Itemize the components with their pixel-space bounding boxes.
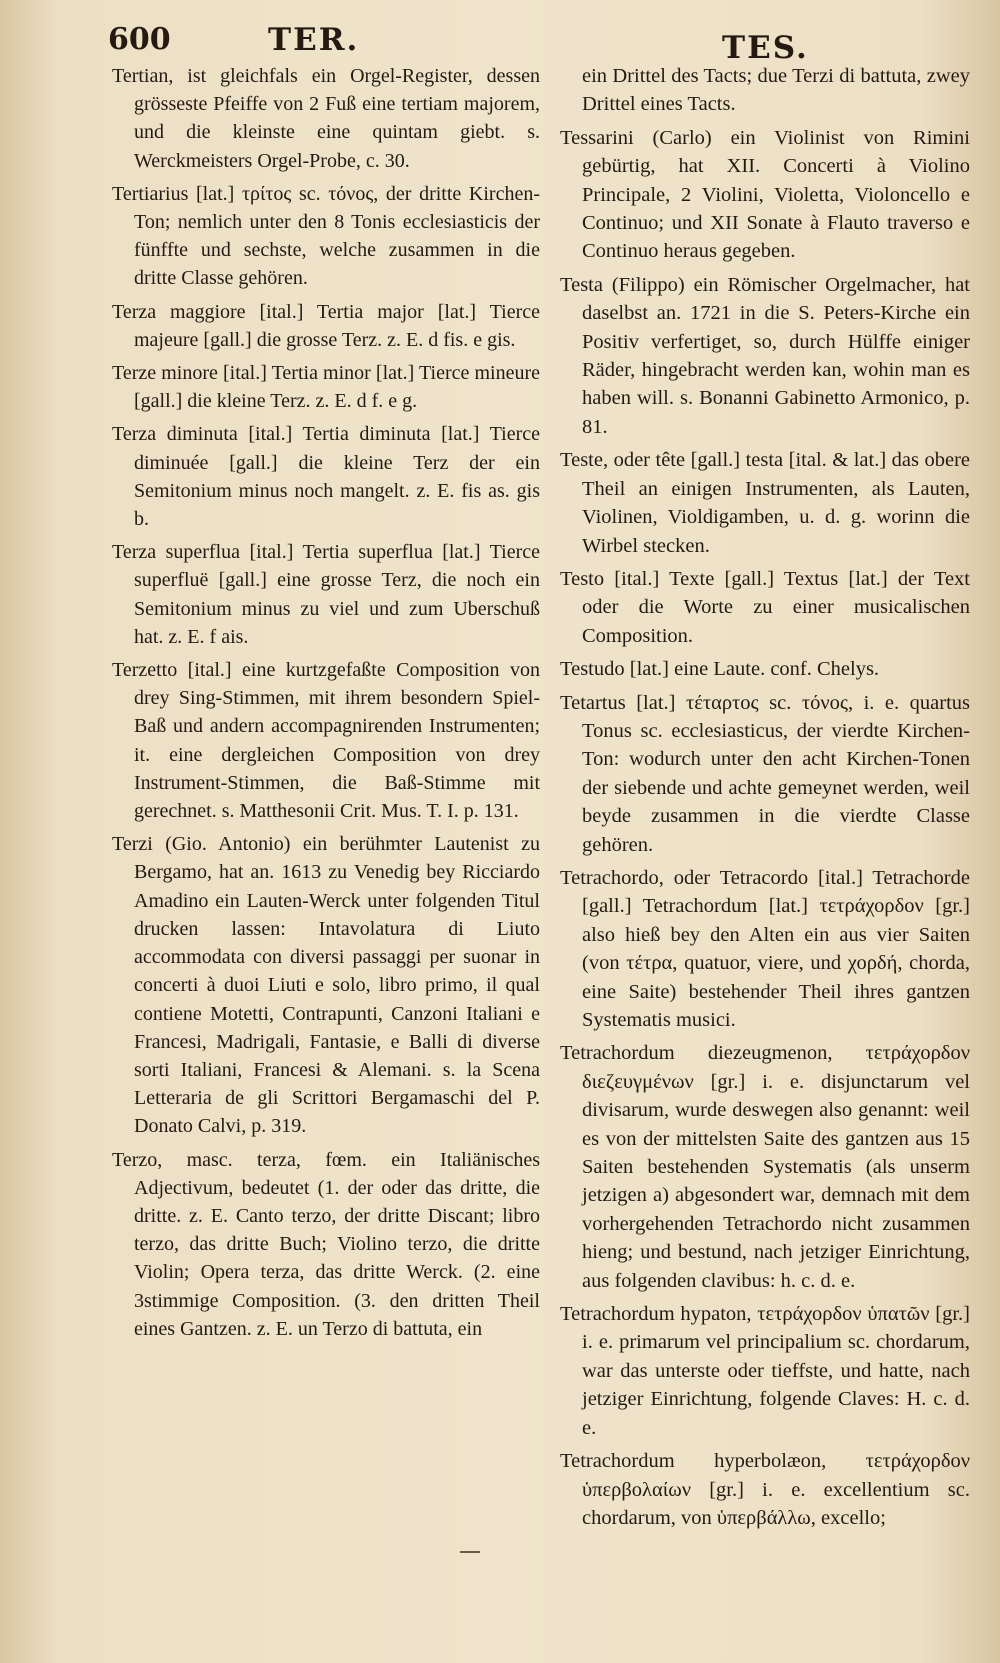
left-running-head: TER. (268, 22, 360, 58)
left-column (112, 62, 540, 1348)
entry-terza-diminuta: Terza diminuta [ital.] Tertia diminuta [lat.] Tierce diminuée [gall.] die kleine Terz der ein Semitonium minus noch mangelt. z. E. fis as. gis b. (112, 423, 540, 531)
entry-testudo: Testudo [lat.] eine Laute. conf. Chelys. (560, 658, 880, 681)
entry-terza-superflua: Terza superflua [ital.] Tertia superflua [lat.] Tierce superfluë [gall.] eine grosse Terz, die noch ein Semitonium minus zu viel und zum Uberschuß hat. z. E. f ais. (112, 541, 540, 648)
entry-terze-minore: Terze minore [ital.] Tertia minor [lat.] Tierce mineure [gall.] die kleine Terz. z. E. d f. e g. (112, 362, 540, 413)
entry-teste: Teste, oder tête [gall.] testa [ital. & lat.] das obere Theil an einigen Instrumenten, als Lauten, Violinen, Violdigamben, u. d. g. worinn die Wirbel stecken. (560, 449, 970, 557)
entry-tetrachordum-diezeugmenon: Tetrachordum diezeugmenon, τετράχορδον διεζευγμένων [gr.] i. e. disjunctarum vel divisarum, wurde deswegen also genannt: weil es von der mittelsten Saite des gantzen aus 15 Saiten bestehenden Systematis (als unserm jetzigen a) abgesondert war, demnach mit dem vorhergehenden Tetrachordo nicht zusammen hieng; und bestund, nach jetziger Einrichtung, aus folgenden clavibus: h. c. d. e. (560, 1042, 970, 1292)
right-running-head: TES. (722, 30, 809, 66)
entry-tetartus: Tetartus [lat.] τέταρτος sc. τόνος, i. e. quartus Tonus sc. ecclesiasticus, der vierdte Kirchen-Ton: wodurch unter den acht Kirchen-Tonen der siebende und achte gemeynet werden, weil beyde zusammen in die vierdte Classe gehören. (560, 691, 970, 856)
entry-testa: Testa (Filippo) ein Römischer Orgelmacher, hat daselbst an. 1721 in die S. Peters-Kirche ein Positiv verfertiget, so, durch Hülffe einiger Räder, hingebracht werden kan, wohin man es haben will. s. Bonanni Gabinetto Armonico, p. 81. (560, 273, 970, 438)
entry-terzi: Terzi (Gio. Antonio) ein berühmter Lautenist zu Bergamo, hat an. 1613 zu Venedig bey Ricciardo Amadino ein Lauten-Werck unter folgenden Titul drucken lassen: Intavolatura di Liuto accommodata con diversi passaggi per suonar in concerti à duoi Liuti e solo, libro primo, il qual contiene Motetti, Contrapunti, Canzoni Italiani e Francesi, Madrigali, Fantasie, e Balli di diverse sorti Italiani, Francesi & Alemani. s. la Scena Letteraria de gli Scrittori Bergamaschi del P. Donato Calvi, p. 319. (112, 833, 540, 1138)
entry-tertiarius: Tertiarius [lat.] τρίτος sc. τόνος, der dritte Kirchen-Ton; nemlich unter den 8 Tonis ecclesiasticis der fünffte und sechste, welche zusammen in die dritte Classe gehören. (112, 182, 540, 290)
entry-terzetto: Terzetto [ital.] eine kurtzgefaßte Composition von drey Sing-Stimmen, mit ihrem besondern Spiel-Baß und andern accompagnirenden Instrumenten; it. eine dergleichen Composition von drey Instrument-Stimmen, die Baß-Stimme mit gerechnet. s. Matthesonii Crit. Mus. T. I. p. 131. (112, 659, 540, 823)
page-number: 600 (108, 22, 171, 57)
entry-tetrachordum-hyperbolaeon: Tetrachordum hyperbolæon, τετράχορδον ὑπερβολαίων [gr.] i. e. excellentium sc. chordarum, von ὑπερβάλλω, excello; (560, 1450, 970, 1529)
entry-tetrachordo: Tetrachordo, oder Tetracordo [ital.] Tetrachorde [gall.] Tetrachordum [lat.] τετράχορδον [gr.] also hieß bey den Alten ein aus vier Saiten (von τέτρα, quatuor, viere, und χορδή, chorda, eine Saite) bestehender Theil ihres gantzen Systematis musici. (560, 866, 970, 1031)
entry-tetrachordum-hypaton: Tetrachordum hypaton, τετράχορδον ὑπατῶν [gr.] i. e. primarum vel principalium sc. chordarum, war das unterste oder tieffste, und hatte, nach jetziger Einrichtung, folgende Claves: H. c. d. e. (560, 1303, 970, 1439)
entry-tertian: Tertian, ist gleichfals ein Orgel-Register, dessen grösseste Pfeiffe von 2 Fuß eine tertiam majorem, und die kleinste eine quintam giebt. s. Werckmeisters Orgel-Probe, c. 30. (112, 65, 540, 172)
entry-terzo: Terzo, masc. terza, fœm. ein Italiänisches Adjectivum, bedeutet (1. der oder das dritte, die dritte. z. E. Canto terzo, der dritte Discant; libro terzo, das dritte Buch; Violino terzo, die dritte Violin; Opera terza, das dritte Werck. (2. eine 3stimmige Composition. (3. den dritten Theil eines Gantzen. z. E. un Terzo di battuta, ein (112, 1148, 540, 1340)
entry-tessarini: Tessarini (Carlo) ein Violinist von Rimini gebürtig, hat XII. Concerti à Violino Principale, 2 Violini, Violetta, Violoncello e Continuo; und XII Sonate à Flauto traverso e Continuo heraus gegeben. (560, 126, 970, 263)
entry-terzo-continued: ein Drittel des Tacts; due Terzi di battuta, zwey Drittel eines Tacts. (582, 65, 970, 116)
right-column (560, 62, 970, 1537)
entry-terza-maggiore: Terza maggiore [ital.] Tertia major [lat.] Tierce majeure [gall.] die grosse Terz. z. E. d fis. e gis. (112, 300, 540, 351)
ink-mark (460, 1551, 480, 1553)
entry-testo: Testo [ital.] Texte [gall.] Textus [lat.] der Text oder die Worte zu einer musicalischen Composition. (560, 567, 970, 647)
